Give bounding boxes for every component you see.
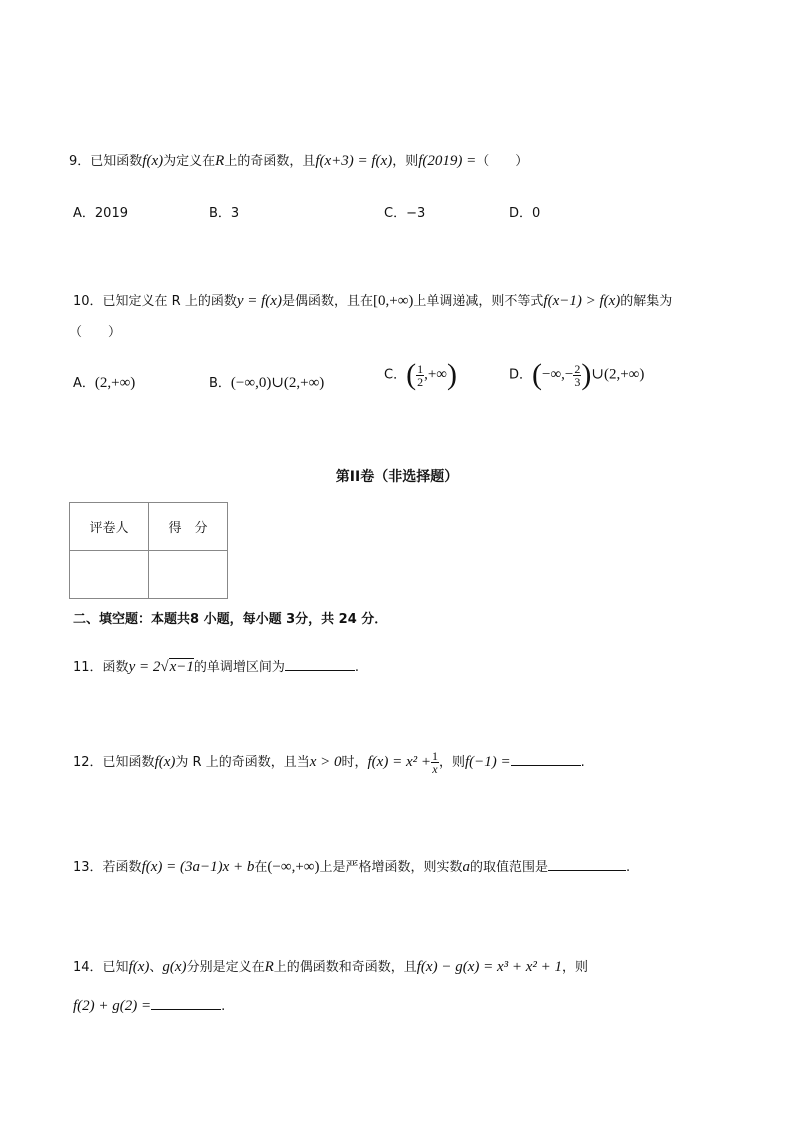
math-expr: (−∞,+∞) bbox=[267, 859, 320, 875]
math-expr: R bbox=[215, 153, 225, 169]
question-number: 12． bbox=[73, 755, 103, 770]
math-expr: x > 0 bbox=[309, 754, 342, 770]
grader-cell bbox=[70, 551, 149, 599]
q10-text: 已知定义在 R 上的函数 bbox=[102, 294, 237, 309]
option-value: 0 bbox=[532, 206, 541, 221]
option-value: −3 bbox=[406, 206, 426, 221]
math-expr: [0,+∞) bbox=[372, 293, 414, 309]
math-expr: f(2019) = bbox=[418, 153, 477, 169]
q9-option-a bbox=[73, 202, 128, 221]
question-14-answer-line bbox=[73, 998, 225, 1015]
option-label: C． bbox=[384, 206, 407, 221]
left-paren: ( bbox=[406, 358, 417, 391]
q9-option-b bbox=[209, 202, 239, 221]
question-9-stem bbox=[69, 150, 528, 170]
math-expr: f(x) − g(x) = x³ + x² + 1 bbox=[416, 959, 563, 975]
q10-text: 是偶函数，且在 bbox=[281, 294, 373, 309]
q10-option-b bbox=[209, 372, 324, 392]
math-expr: f(x+3) = f(x) bbox=[315, 153, 393, 169]
math-expr: f(x) = x² + bbox=[367, 754, 431, 770]
q12-text: ，则 bbox=[438, 755, 465, 770]
math-expr: f(2) + g(2) = bbox=[73, 998, 152, 1014]
q9-text: ，则 bbox=[392, 154, 419, 169]
q10-text: 的解集为 bbox=[620, 294, 673, 309]
math-expr: f(−1) = bbox=[464, 754, 511, 770]
answer-paren bbox=[69, 321, 121, 340]
right-paren: ) bbox=[581, 358, 592, 391]
period: . bbox=[221, 999, 226, 1014]
math-expr: f(x) = (3a−1)x + b bbox=[141, 859, 255, 875]
option-label: C． bbox=[384, 367, 407, 383]
q13-text: 上是严格增函数，则实数 bbox=[319, 860, 463, 875]
q13-text: 若函数 bbox=[102, 860, 142, 875]
option-label: B． bbox=[209, 206, 231, 221]
fraction bbox=[416, 363, 424, 388]
q9-option-d bbox=[509, 202, 540, 221]
q13-text: 在 bbox=[254, 860, 268, 875]
denominator: 3 bbox=[574, 374, 581, 389]
math-expr: f(x) bbox=[128, 959, 150, 975]
q10-option-a bbox=[73, 372, 135, 392]
option-tail: ∪(2,+∞) bbox=[591, 366, 645, 383]
radicand: x−1 bbox=[169, 659, 194, 675]
answer-blank[interactable] bbox=[548, 869, 626, 871]
q10-text: 上单调递减，则不等式 bbox=[413, 294, 544, 309]
answer-blank[interactable] bbox=[285, 669, 355, 671]
question-11 bbox=[73, 656, 359, 676]
q9-text: 上的奇函数，且 bbox=[224, 154, 316, 169]
numerator: 2 bbox=[574, 361, 581, 376]
denominator: 2 bbox=[417, 374, 424, 389]
option-tail: ,+∞ bbox=[424, 366, 447, 383]
question-number: 11． bbox=[73, 660, 103, 675]
q14-text: 上的偶函数和奇函数，且 bbox=[273, 960, 417, 975]
right-paren: ) bbox=[446, 358, 457, 391]
question-12 bbox=[73, 750, 585, 775]
q14-text: 已知 bbox=[102, 960, 129, 975]
q13-text: 的取值范围是 bbox=[469, 860, 548, 875]
math-expr: f(x) bbox=[142, 153, 164, 169]
question-number: 13． bbox=[73, 860, 103, 875]
sqrt-sign: √ bbox=[160, 659, 169, 675]
period: . bbox=[354, 660, 360, 675]
q14-text: ，则 bbox=[562, 960, 589, 975]
q12-text: 已知函数 bbox=[102, 755, 155, 770]
option-value: 3 bbox=[230, 206, 240, 221]
math-expr: y = f(x) bbox=[236, 293, 282, 309]
math-expr: R bbox=[264, 959, 274, 975]
score-cell bbox=[149, 551, 228, 599]
option-label: B． bbox=[209, 376, 231, 391]
fraction bbox=[431, 750, 439, 775]
option-label: D． bbox=[509, 206, 533, 221]
option-label: D． bbox=[509, 367, 533, 383]
question-10-stem bbox=[73, 290, 672, 310]
q9-option-c bbox=[384, 202, 425, 221]
answer-paren: （ ） bbox=[476, 154, 529, 169]
q12-text: 为 R 上的奇函数，且当 bbox=[175, 755, 310, 770]
q12-text: 时， bbox=[341, 755, 368, 770]
option-label: A． bbox=[73, 376, 95, 391]
denominator: x bbox=[432, 762, 438, 776]
answer-paren-text: （ ） bbox=[69, 325, 122, 340]
section-2-heading: 二、填空题：本题共8 小题，每小题 3分，共 24 分． bbox=[73, 612, 388, 627]
period: . bbox=[580, 755, 585, 770]
math-expr: y = 2 bbox=[128, 659, 161, 675]
q10-option-c bbox=[384, 360, 457, 390]
score-header: 得 分 bbox=[149, 503, 228, 551]
option-value: 2019 bbox=[94, 206, 128, 221]
score-table bbox=[69, 502, 228, 599]
part-2-title: 第II卷（非选择题） bbox=[335, 469, 459, 485]
separator: 、 bbox=[149, 960, 163, 975]
numerator: 1 bbox=[431, 749, 438, 763]
q9-text: 已知函数 bbox=[90, 154, 143, 169]
option-value: (−∞,0)∪(2,+∞) bbox=[230, 375, 325, 391]
q11-text: 的单调增区间为 bbox=[193, 660, 285, 675]
math-expr: f(x) bbox=[154, 754, 176, 770]
math-var: a bbox=[462, 859, 470, 875]
question-number: 9． bbox=[69, 154, 91, 169]
q10-option-d bbox=[509, 360, 644, 390]
numerator: 1 bbox=[417, 361, 424, 376]
answer-blank[interactable] bbox=[511, 764, 581, 766]
grader-header: 评卷人 bbox=[70, 503, 149, 551]
q11-text: 函数 bbox=[102, 660, 129, 675]
option-label: A． bbox=[73, 206, 95, 221]
option-value: (2,+∞) bbox=[94, 375, 136, 391]
question-13 bbox=[73, 856, 630, 876]
period: . bbox=[626, 860, 631, 875]
question-number: 10． bbox=[73, 294, 103, 309]
left-paren: ( bbox=[532, 358, 543, 391]
answer-blank[interactable] bbox=[151, 1008, 221, 1010]
question-number: 14． bbox=[73, 960, 103, 975]
question-14 bbox=[73, 956, 588, 976]
q9-text: 为定义在 bbox=[163, 154, 216, 169]
q14-text: 分别是定义在 bbox=[186, 960, 265, 975]
math-expr: f(x−1) > f(x) bbox=[543, 293, 621, 309]
math-expr: g(x) bbox=[162, 959, 187, 975]
option-head: −∞,− bbox=[542, 366, 574, 383]
